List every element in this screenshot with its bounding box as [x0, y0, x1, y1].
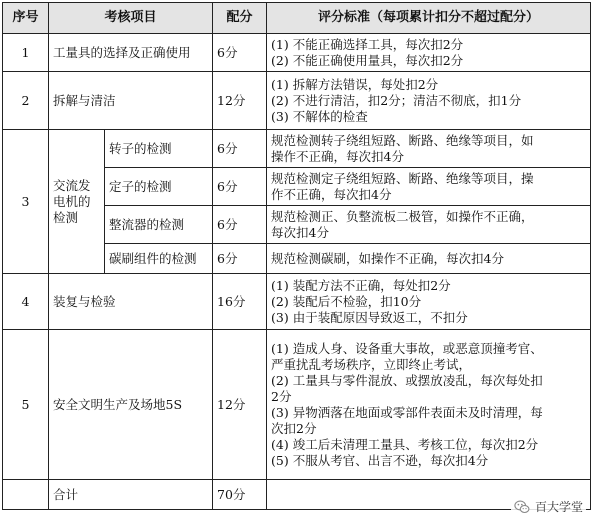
criteria-line: (5) 不服从考官、出言不逊，每次扣4分 [271, 452, 489, 468]
subitem-criteria [267, 130, 591, 168]
criteria-line: 每次扣4分 [271, 224, 329, 240]
header-no: 序号 [3, 3, 49, 34]
total-label: 合计 [49, 480, 213, 510]
row-item: 工量具的选择及正确使用 [49, 34, 213, 72]
row-item: 装复与检验 [49, 274, 213, 330]
total-row [3, 480, 591, 510]
total-score: 70分 [213, 480, 267, 510]
row-item: 交流发电机的检测 [49, 130, 105, 274]
row-score: 16分 [213, 274, 267, 330]
criteria-line: (2) 工量具与零件混放、或摆放凌乱，每次每处扣 [271, 372, 543, 388]
total-empty-cell [3, 480, 49, 510]
criteria-line: 作不正确，每次扣4分 [271, 186, 392, 202]
subitem-score: 6分 [213, 168, 267, 206]
criteria-line: (4) 竣工后未清理工量具、考核工位，每次扣2分 [271, 436, 539, 452]
header-score: 配分 [213, 3, 267, 34]
criteria-line: (1) 不能正确选择工具，每次扣2分 [271, 36, 464, 52]
table-row [3, 72, 591, 130]
subitem-criteria [267, 206, 591, 244]
subitem-name: 碳刷组件的检测 [105, 244, 213, 274]
row-criteria [267, 34, 591, 72]
criteria-line: 严重扰乱考场秩序，立即终止考试， [271, 356, 472, 372]
subitem-name: 整流器的检测 [105, 206, 213, 244]
criteria-line: 操作不正确，每次扣4分 [271, 148, 404, 164]
row-criteria [267, 274, 591, 330]
header-row [3, 3, 591, 34]
criteria-line: (2) 装配后不检验，扣10分 [271, 293, 422, 309]
criteria-line: 规范检测转子绕组短路、断路、绝缘等项目，如 [271, 132, 534, 148]
row-criteria [267, 330, 591, 480]
header-item: 考核项目 [49, 3, 213, 34]
row-number: 1 [3, 34, 49, 72]
criteria-line: (1) 拆解方法错误，每处扣2分 [271, 76, 439, 92]
subitem-score: 6分 [213, 244, 267, 274]
table-row [3, 34, 591, 72]
criteria-line: (2) 不进行清洁，扣2分；清洁不彻底，扣1分 [271, 92, 522, 108]
criteria-line: (1) 装配方法不正确，每处扣2分 [271, 277, 451, 293]
wechat-icon [514, 499, 530, 515]
table-row [3, 274, 591, 330]
row-item: 拆解与清洁 [49, 72, 213, 130]
row-criteria [267, 72, 591, 130]
subitem-name: 转子的检测 [105, 130, 213, 168]
subitem-name: 定子的检测 [105, 168, 213, 206]
criteria-line: 规范检测正、负整流板二极管，如操作不正确， [271, 208, 534, 224]
criteria-line: 次扣2分 [271, 420, 317, 436]
subitem-score: 6分 [213, 130, 267, 168]
criteria-line: (3) 不解体的检查 [271, 108, 368, 124]
watermark [511, 497, 586, 516]
criteria-line: 2分 [271, 388, 292, 404]
subitem-criteria [267, 168, 591, 206]
criteria-line: (3) 异物洒落在地面或零部件表面未及时清理，每 [271, 404, 543, 420]
table-row [3, 130, 591, 168]
row-item: 安全文明生产及场地5S [49, 330, 213, 480]
row-number: 3 [3, 130, 49, 274]
header-criteria: 评分标准（每项累计扣分不超过配分） [267, 3, 591, 34]
subitem-criteria [267, 244, 591, 274]
criteria-line: (3) 由于装配原因导致返工，不扣分 [271, 309, 468, 325]
table-row [3, 330, 591, 480]
row-number: 4 [3, 274, 49, 330]
row-score: 12分 [213, 72, 267, 130]
row-number: 5 [3, 330, 49, 480]
criteria-line: (2) 不能正确使用量具，每次扣2分 [271, 52, 464, 68]
criteria-line: 规范检测碳刷，如操作不正确，每次扣4分 [271, 250, 504, 266]
watermark-text: 百大学堂 [534, 500, 583, 514]
row-number: 2 [3, 72, 49, 130]
row-score: 12分 [213, 330, 267, 480]
criteria-line: (1) 造成人身、设备重大事故，或恶意顶撞考官、 [271, 340, 543, 356]
criteria-line: 规范检测定子绕组短路、断路、绝缘等项目，操 [271, 170, 534, 186]
subitem-score: 6分 [213, 206, 267, 244]
scoring-table [2, 2, 591, 510]
row-score: 6分 [213, 34, 267, 72]
